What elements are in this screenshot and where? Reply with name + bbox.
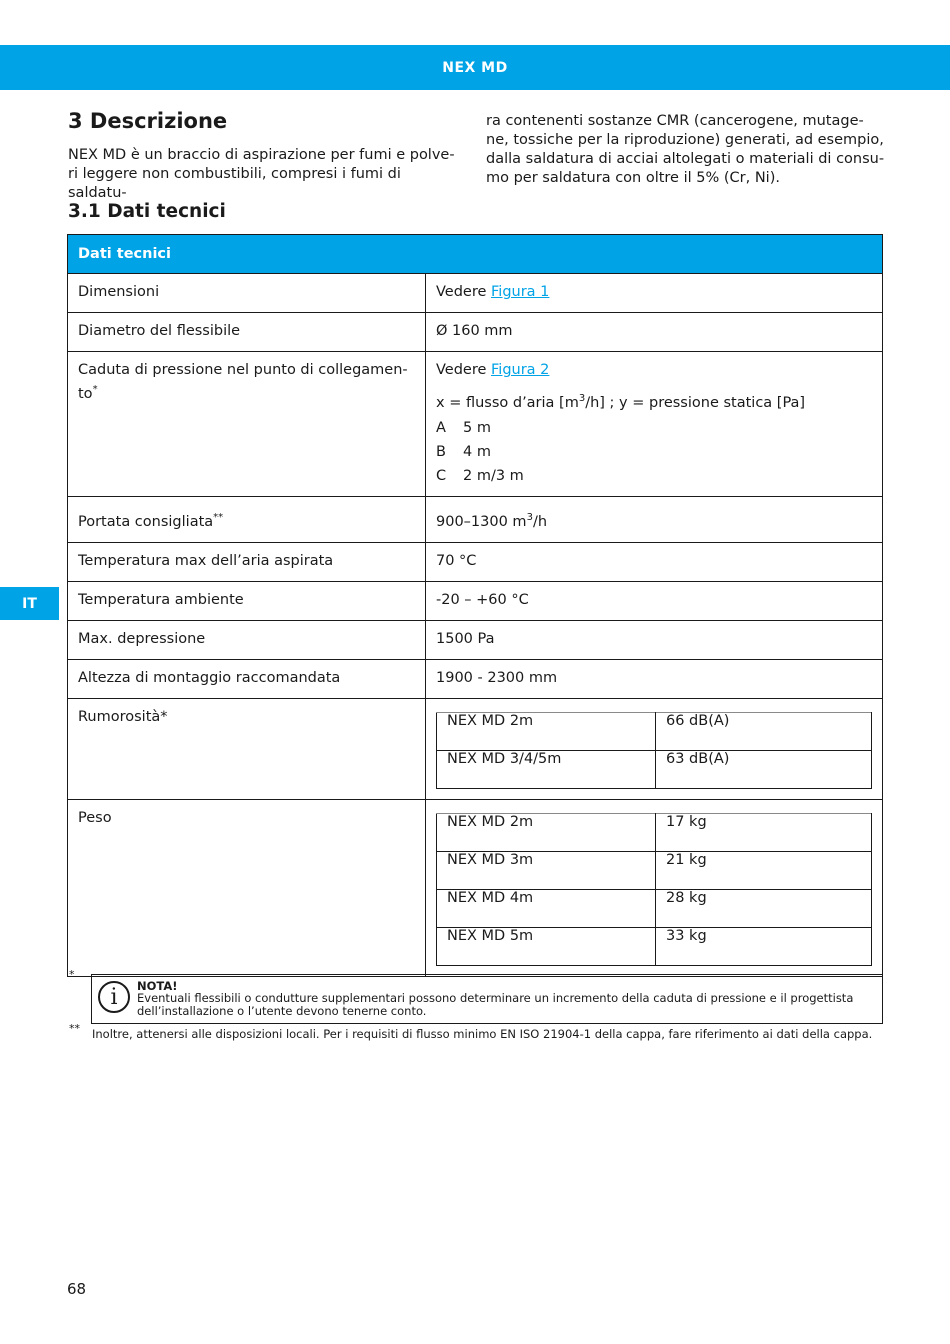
value-sup: 3	[526, 511, 533, 523]
row-value	[426, 698, 883, 799]
legend-value: 5 m	[463, 419, 491, 436]
noise-row	[437, 750, 872, 788]
row-label	[68, 659, 426, 698]
label-text: to	[78, 385, 93, 402]
intro-line: dalla saldatura di acciai altolegati o materiali di consu-	[486, 151, 885, 167]
legend-value: 2 m/3 m	[463, 467, 524, 484]
footnote-star: *	[69, 968, 75, 981]
model-name: NEX MD 3m	[437, 851, 656, 889]
row-label	[68, 542, 426, 581]
page-number: 68	[67, 1280, 87, 1298]
model-name: NEX MD 2m	[437, 712, 656, 750]
row-value	[426, 659, 883, 698]
row-label	[68, 496, 426, 542]
header-bar	[0, 45, 950, 90]
note-box	[91, 974, 883, 1024]
row-value	[426, 496, 883, 542]
intro-line: mo per saldatura con oltre il 5% (Cr, Ni).	[486, 170, 780, 186]
label-text: Portata consigliata	[78, 513, 214, 530]
axis-text: x = flusso d’aria [m	[436, 394, 579, 411]
weight-value: 28 kg	[656, 889, 872, 927]
weight-table	[436, 813, 872, 966]
table-row	[68, 496, 883, 542]
intro-right	[486, 112, 886, 188]
info-icon: i	[98, 981, 130, 1013]
row-value	[426, 620, 883, 659]
intro-left	[68, 146, 463, 203]
intro-line: NEX MD è un braccio di aspirazione per fumi e polve-	[68, 147, 455, 163]
table-row	[68, 698, 883, 799]
label-text: Rumorosità*	[78, 708, 168, 725]
legend-value: 4 m	[463, 443, 491, 460]
intro-line: ne, tossiche per la riproduzione) generati, ad esempio,	[486, 132, 884, 148]
noise-row	[437, 712, 872, 750]
row-value	[426, 581, 883, 620]
model-name: NEX MD 2m	[437, 813, 656, 851]
weight-value: 17 kg	[656, 813, 872, 851]
value-text: -20 – +60 °C	[436, 591, 529, 608]
legend-key: C	[436, 467, 447, 484]
intro-line: ra contenenti sostanze CMR (cancerogene, mutage-	[486, 113, 864, 129]
spec-table	[67, 234, 883, 977]
footnote-marker: **	[213, 511, 224, 523]
table-row	[68, 313, 883, 352]
weight-row	[437, 851, 872, 889]
row-value	[426, 274, 883, 313]
table-row	[68, 799, 883, 976]
axis-sup: 3	[578, 393, 586, 404]
figure-1-link[interactable]: Figura 1	[491, 284, 550, 300]
value-text: 70 °C	[436, 552, 477, 569]
model-name: NEX MD 5m	[437, 927, 656, 965]
label-text: Temperatura ambiente	[78, 591, 244, 608]
note-text: Eventuali flessibili o condutture supplementari possono determinare un incremento della caduta di pressione e il progettista dell’installazione o l’utente devono tenerne conto.	[137, 991, 854, 1018]
section-title: 3 Descrizione	[68, 109, 228, 133]
table-row	[68, 581, 883, 620]
label-text: Caduta di pressione nel punto di collegamen-	[78, 362, 408, 378]
label-text: Altezza di montaggio raccomandata	[78, 669, 341, 686]
table-header-row	[68, 235, 883, 274]
row-label	[68, 799, 426, 976]
table-row	[68, 659, 883, 698]
language-tab	[0, 587, 59, 620]
table-row	[68, 352, 883, 497]
subsection-title: 3.1 Dati tecnici	[68, 201, 226, 222]
row-value	[426, 313, 883, 352]
noise-value: 63 dB(A)	[656, 750, 872, 788]
footnote-text: Inoltre, attenersi alle disposizioni locali. Per i requisiti di flusso minimo EN ISO 21904-1 della cappa, fare riferimento ai dati della cappa.	[92, 1027, 873, 1041]
value-text: 900–1300 m	[436, 513, 527, 530]
legend-item	[436, 416, 872, 440]
value-text: /h	[532, 513, 548, 530]
value-text: Ø 160 mm	[436, 323, 513, 339]
footnote-marker: *	[92, 384, 98, 395]
figure-2-link[interactable]: Figura 2	[491, 362, 550, 378]
row-label	[68, 313, 426, 352]
noise-table	[436, 712, 872, 789]
legend-item	[436, 440, 872, 464]
row-label	[68, 352, 426, 497]
weight-value: 33 kg	[656, 927, 872, 965]
table-row	[68, 274, 883, 313]
intro-line: ri leggere non combustibili, compresi i fumi di saldatu-	[68, 166, 401, 201]
weight-row	[437, 813, 872, 851]
weight-row	[437, 889, 872, 927]
row-label	[68, 581, 426, 620]
row-label	[68, 620, 426, 659]
table-row	[68, 542, 883, 581]
row-label	[68, 698, 426, 799]
table-header: Dati tecnici	[68, 235, 883, 274]
model-name: NEX MD 4m	[437, 889, 656, 927]
label-text: Max. depressione	[78, 630, 206, 647]
label-text: Dimensioni	[78, 284, 160, 300]
row-value	[426, 799, 883, 976]
label-text: Peso	[78, 809, 112, 826]
row-label	[68, 274, 426, 313]
noise-value: 66 dB(A)	[656, 712, 872, 750]
legend-key: A	[436, 419, 446, 436]
value-text: 1500 Pa	[436, 630, 495, 647]
legend-key: B	[436, 443, 446, 460]
header-title: NEX MD	[442, 59, 508, 76]
row-value	[426, 542, 883, 581]
value-prefix: Vedere	[436, 284, 492, 300]
weight-row	[437, 927, 872, 965]
language-label: IT	[22, 595, 37, 612]
value-prefix: Vedere	[436, 362, 492, 378]
legend-item	[436, 464, 872, 488]
axis-text: /h] ; y = pressione statica [Pa]	[585, 394, 806, 411]
weight-value: 21 kg	[656, 851, 872, 889]
label-text: Temperatura max dell’aria aspirata	[78, 552, 334, 569]
note-title: NOTA!	[137, 979, 178, 993]
label-text: Diametro del flessibile	[78, 323, 241, 339]
model-name: NEX MD 3/4/5m	[437, 750, 656, 788]
footnote-double-star: **	[69, 1022, 80, 1035]
row-value	[426, 352, 883, 497]
value-text: 1900 - 2300 mm	[436, 669, 558, 686]
table-row	[68, 620, 883, 659]
